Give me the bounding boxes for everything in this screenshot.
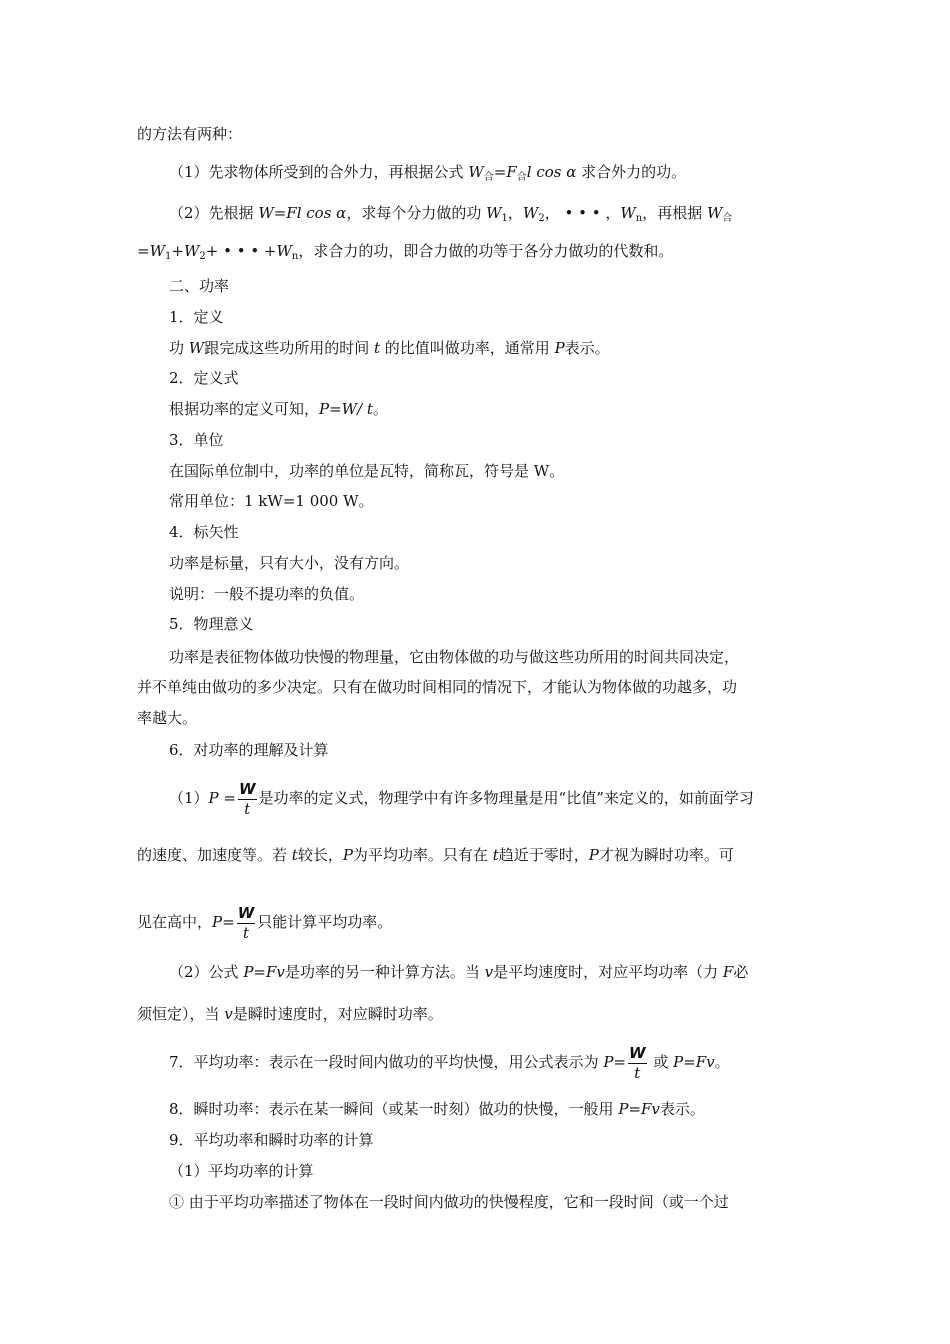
subheading-unit: 3．单位 xyxy=(169,431,224,449)
paragraph-line: ① 由于平均功率描述了物体在一段时间内做功的快慢程度，它和一段时间（或一个过 xyxy=(169,1193,729,1211)
fraction-w-over-t: $\frac{W}{t}$ xyxy=(237,903,255,942)
subheading-calculation: 9．平均功率和瞬时功率的计算 xyxy=(169,1131,374,1149)
paragraph-line: 在国际单位制中，功率的单位是瓦特，简称瓦，符号是 W。 xyxy=(169,462,565,480)
paragraph-line: 功率是表征物体做功快慢的物理量，它由物体做的功与做这些功所用的时间共同决定， xyxy=(169,648,740,666)
subheading-understanding: 6．对功率的理解及计算 xyxy=(169,741,329,759)
paragraph-line: 说明：一般不提功率的负值。 xyxy=(169,585,365,603)
paragraph-line: 并不单纯由做功的多少决定。只有在做功时间相同的情况下，才能认为物体做的功越多，功 xyxy=(137,678,738,696)
paragraph-line: 见在高中，P= $\frac{W}{t}$ 只能计算平均功率。 xyxy=(137,903,393,942)
paragraph-line: 常用单位：1 kW=1 000 W。 xyxy=(169,492,374,510)
paragraph-line: 功率是标量，只有大小，没有方向。 xyxy=(169,554,410,572)
paragraph-line: 的方法有两种： xyxy=(137,125,243,143)
method-2: （2）先根据 W=Fl cos α，求每个分力做的功 $W_1$，$W_2$， • • • ，$W_n$，再根据 $W_合$ xyxy=(169,204,733,224)
subheading-scalar: 4．标矢性 xyxy=(169,523,239,541)
paragraph-line: （2）公式 P=Fv是功率的另一种计算方法。当 v是平均速度时，对应平均功率（力 F必 xyxy=(169,963,749,981)
method-2-cont: $=W_1+W_2+$ • • • $+W_n$，求合力的功，即合力做的功等于各分力做功的代数和。 xyxy=(137,242,674,262)
paragraph-line: 7．平均功率：表示在一段时间内做功的平均快慢，用公式表示为 P= $\frac{W}{t}$ 或 P=Fv。 xyxy=(169,1043,730,1082)
subheading-definition: 1．定义 xyxy=(169,308,224,326)
paragraph-line: （1）P = $\frac{W}{t}$ 是功率的定义式，物理学中有许多物理量是用“比值”来定义的，如前面学习 xyxy=(169,779,754,818)
fraction-w-over-t: $\frac{W}{t}$ xyxy=(238,779,256,818)
paragraph-line: 的速度、加速度等。若 t较长，P为平均功率。只有在 t趋近于零时，P才视为瞬时功率。可 xyxy=(137,846,734,864)
paragraph-line: 率越大。 xyxy=(137,709,198,727)
subheading-meaning: 5．物理意义 xyxy=(169,615,254,633)
subheading-average: （1）平均功率的计算 xyxy=(169,1162,314,1180)
subheading-formula: 2．定义式 xyxy=(169,369,239,387)
method-1: （1）先求物体所受到的合外力，再根据公式 $W_合=F_合l$ cos α 求合外力的功。 xyxy=(169,163,687,183)
paragraph-line: 功 W跟完成这些功所用的时间 t 的比值叫做功率，通常用 P表示。 xyxy=(169,339,610,357)
paragraph-line: 根据功率的定义可知，P=W/ t。 xyxy=(169,400,388,418)
fraction-w-over-t: $\frac{W}{t}$ xyxy=(629,1043,646,1082)
section-heading: 二、功率 xyxy=(169,277,230,295)
paragraph-line: 8．瞬时功率：表示在某一瞬间（或某一时刻）做功的快慢，一般用 P=Fv表示。 xyxy=(169,1100,705,1118)
paragraph-line: 须恒定），当 v是瞬时速度时，对应瞬时功率。 xyxy=(137,1005,443,1023)
